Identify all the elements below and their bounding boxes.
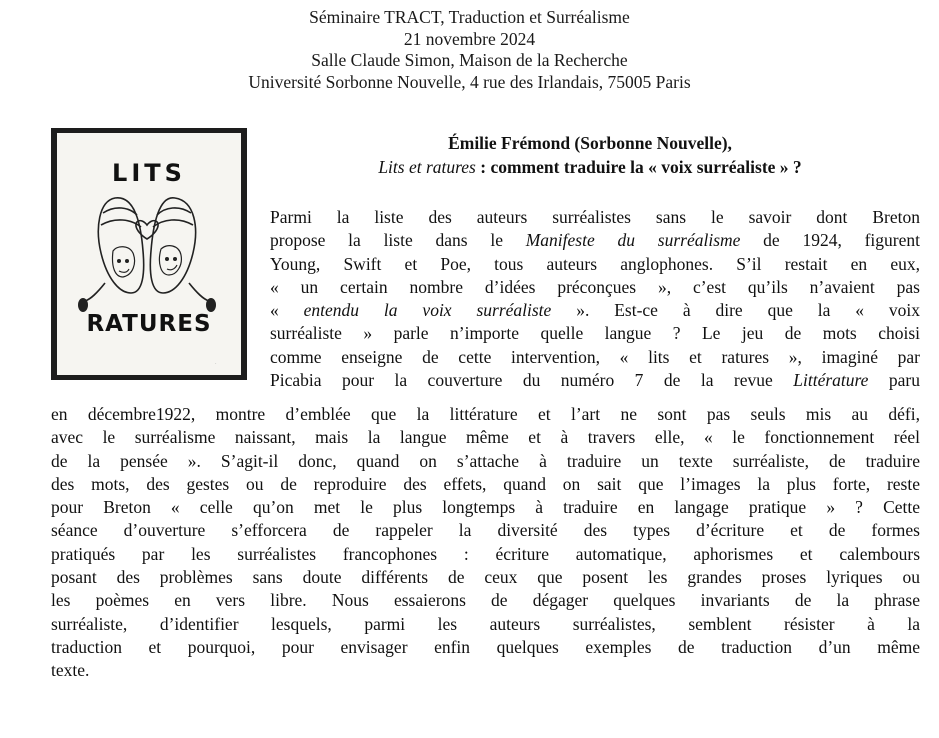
text-line [51, 659, 920, 682]
text-line [270, 229, 920, 252]
seminar-header [0, 7, 939, 93]
text-line [51, 543, 920, 566]
text-line [270, 346, 920, 369]
text-run: texte. [51, 660, 90, 681]
seminar-address: Université Sorbonne Nouvelle, 4 rue des Irlandais, 75005 Paris [248, 71, 691, 92]
cover-paper [57, 133, 241, 375]
talk-heading [260, 131, 920, 179]
text-run: séance d’ouverture s’efforcera de rappeler la diversité des types d’écriture et de formes [51, 520, 920, 541]
text-line [51, 636, 920, 659]
text-line [51, 473, 920, 496]
text-run: les poèmes en vers libre. Nous essaierons de dégager quelques invariants de la phrase [51, 590, 920, 611]
text-line [270, 299, 920, 322]
text-run: pour Breton « celle qu’on met le plus longtemps à traduire en langage pratique » ? Cette [51, 497, 920, 518]
text-line [51, 589, 920, 612]
text-run: « un certain nombre d’idées préconçues », c’est qu’ils n’avaient pas [270, 276, 920, 297]
talk-title-italic: Lits et ratures [378, 157, 476, 177]
seminar-date: 21 novembre 2024 [403, 28, 536, 49]
cover-title-lits: LITS [112, 159, 186, 187]
talk-title-rest: : comment traduire la « voix surréaliste » ? [475, 157, 802, 177]
text-run: « [270, 300, 304, 321]
text-run: avec le surréalisme naissant, mais la langue même et à travers elle, « le fonctionnement réel [51, 427, 920, 448]
text-line [51, 426, 920, 449]
abstract-paragraph-beside-image [270, 206, 920, 392]
text-run: en décembre1922, montre d’emblée que la littérature et l’art ne sont pas seuls mis au défi, [51, 404, 920, 424]
text-run: pratiqués par les surréalistes francophones : écriture automatique, aphorismes et calembours [51, 543, 920, 564]
text-line [51, 566, 920, 589]
text-line [51, 519, 920, 542]
text-run: de la pensée ». S’agit-il donc, quand on s’attache à traduire un texte surréaliste, de traduire [51, 450, 920, 471]
italic-title: Littérature [793, 370, 869, 391]
text-run: paru [868, 370, 920, 391]
text-line [270, 253, 920, 276]
speaker-name: Émilie Frémond (Sorbonne Nouvelle), [448, 133, 732, 153]
text-run: Young, Swift et Poe, tous auteurs anglophones. S’il restait en eux, [270, 253, 920, 274]
text-line [270, 322, 920, 345]
seminar-title: Séminaire TRACT, Traduction et Surréalisme [309, 7, 630, 27]
litterature-cover-image [51, 128, 247, 380]
text-run: traduction et pourquoi, pour envisager enfin quelques exemples de traduction d’un même [51, 636, 920, 657]
text-line [51, 450, 920, 473]
talk-title [260, 155, 920, 179]
text-line [51, 403, 920, 426]
text-run: propose la liste dans le [270, 230, 526, 251]
text-run: surréaliste, d’identifier lesquels, parmi les auteurs surréalistes, semblent résister à la [51, 613, 920, 634]
text-line [51, 613, 920, 636]
seminar-room: Salle Claude Simon, Maison de la Recherche [311, 50, 628, 70]
abstract-paragraph-full-width [51, 403, 920, 683]
italic-title: entendu la voix surréaliste [303, 300, 552, 321]
italic-title: Manifeste du surréalisme [525, 230, 741, 251]
text-run: ». Est-ce à dire que la « voix [551, 300, 920, 321]
text-run: Parmi la liste des auteurs surréalistes sans le savoir dont Breton [270, 207, 920, 227]
text-line [270, 369, 920, 392]
cover-title-ratures: RATURES [86, 311, 212, 337]
text-run: de 1924, figurent [740, 230, 920, 251]
text-run: des mots, des gestes ou de reproduire des effets, quand on sait que l’images la plus forte, reste [51, 473, 920, 494]
text-run: Picabia pour la couverture du numéro 7 de la revue [270, 370, 794, 391]
text-line [51, 496, 920, 519]
text-line [270, 206, 920, 229]
text-line [270, 276, 920, 299]
text-run: posant des problèmes sans doute différents de ceux que posent les grandes proses lyriques ou [51, 567, 920, 588]
text-run: comme enseigne de cette intervention, « lits et ratures », imaginé par [270, 346, 920, 367]
text-run: surréaliste » parle n’importe quelle langue ? Le jeu de mots choisi [270, 323, 920, 344]
svg-text:·: · [215, 361, 217, 367]
